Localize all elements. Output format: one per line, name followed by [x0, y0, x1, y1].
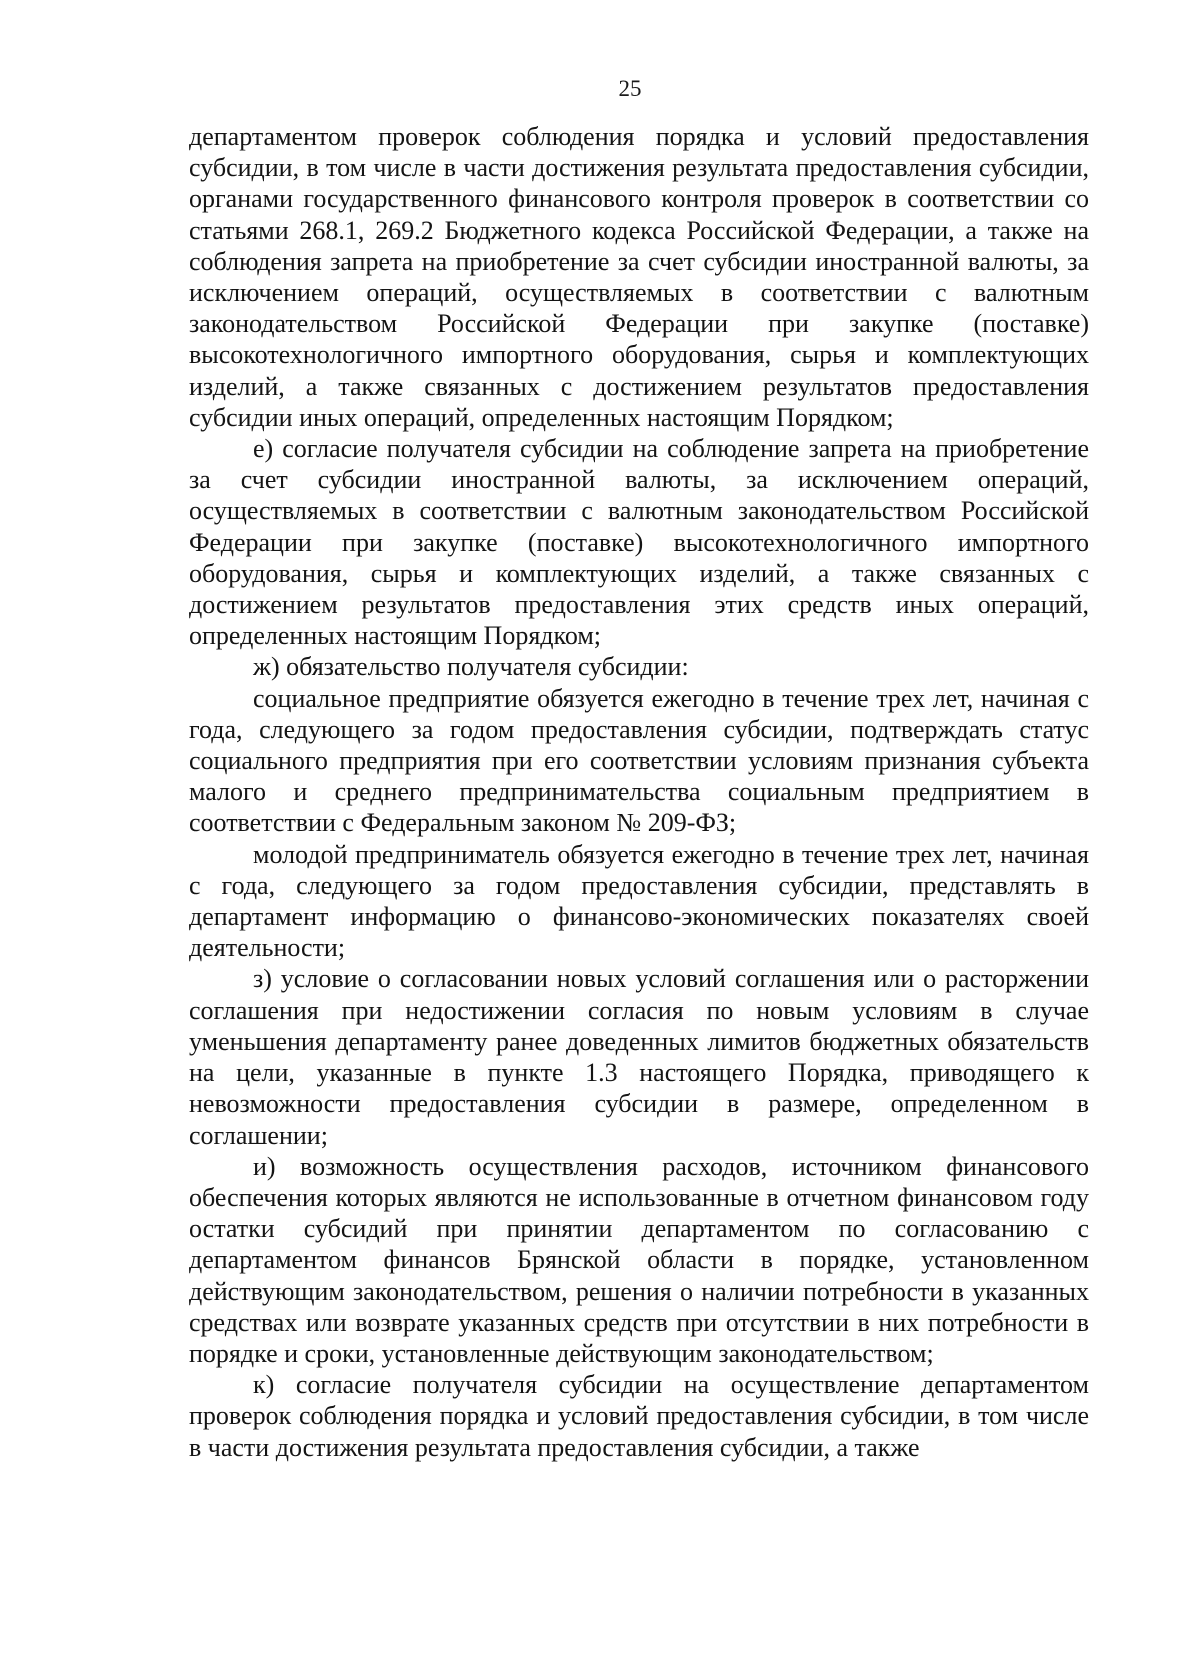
paragraph-social-enterprise: социальное предприятие обязуется ежегодно в течение трех лет, начиная с года, следующего за годом предоставления субсидии, подтверждать статус социального предприятия при его соответствии условиям признания субъекта малого и среднего предпринимательства социальным предприятием в соответствии с Федеральным законом № 209-ФЗ;: [189, 683, 1089, 838]
paragraph-item-e: е) согласие получателя субсидии на соблюдение запрета на приобретение за счет субсидии иностранной валюты, за исключением операций, осуществляемых в соответствии с валютным законодательством Российской Федерации при закупке (поставке) высокотехнологичного импортного оборудования, сырья и комплектующих изделий, а также связанных с достижением результатов предоставления этих средств иных операций, определенных настоящим Порядком;: [189, 434, 1089, 651]
document-body: [189, 121, 1089, 1463]
paragraph-item-i: и) возможность осуществления расходов, источником финансового обеспечения которых являются не использованные в отчетном финансовом году остатки субсидий при принятии департаментом по согласованию с департаментом финансов Брянской области в порядке, установленном действующим законодательством, решения о наличии потребности в указанных средствах или возврате указанных средств при отсутствии в них потребности в порядке и сроки, установленные действующим законодательством;: [189, 1151, 1089, 1368]
paragraph-continuation: департаментом проверок соблюдения порядка и условий предоставления субсидии, в том числе в части достижения результата предоставления субсидии, органами государственного финансового контроля проверок в соответствии со статьями 268.1, 269.2 Бюджетного кодекса Российской Федерации, а также на соблюдения запрета на приобретение за счет субсидии иностранной валюты, за исключением операций, осуществляемых в соответствии с валютным законодательством Российской Федерации при закупке (поставке) высокотехнологичного импортного оборудования, сырья и комплектующих изделий, а также связанных с достижением результатов предоставления субсидии иных операций, определенных настоящим Порядком;: [189, 122, 1089, 432]
paragraph-young-entrepreneur: молодой предприниматель обязуется ежегодно в течение трех лет, начиная с года, следующего за годом предоставления субсидии, представлять в департамент информацию о финансово-экономических показателях своей деятельности;: [189, 839, 1089, 963]
page-number: 25: [618, 76, 642, 101]
paragraph-item-k: к) согласие получателя субсидии на осуществление департаментом проверок соблюдения порядка и условий предоставления субсидии, в том числе в части достижения результата предоставления субсидии, а также: [189, 1370, 1089, 1462]
paragraph-item-zh: ж) обязательство получателя субсидии:: [253, 652, 689, 682]
paragraph-item-z: з) условие о согласовании новых условий соглашения или о расторжении соглашения при недостижении согласия по новым условиям в случае уменьшения департаменту ранее доведенных лимитов бюджетных обязательств на цели, указанные в пункте 1.3 настоящего Порядка, приводящего к невозможности предоставления субсидии в размере, определенном в соглашении;: [189, 964, 1089, 1150]
